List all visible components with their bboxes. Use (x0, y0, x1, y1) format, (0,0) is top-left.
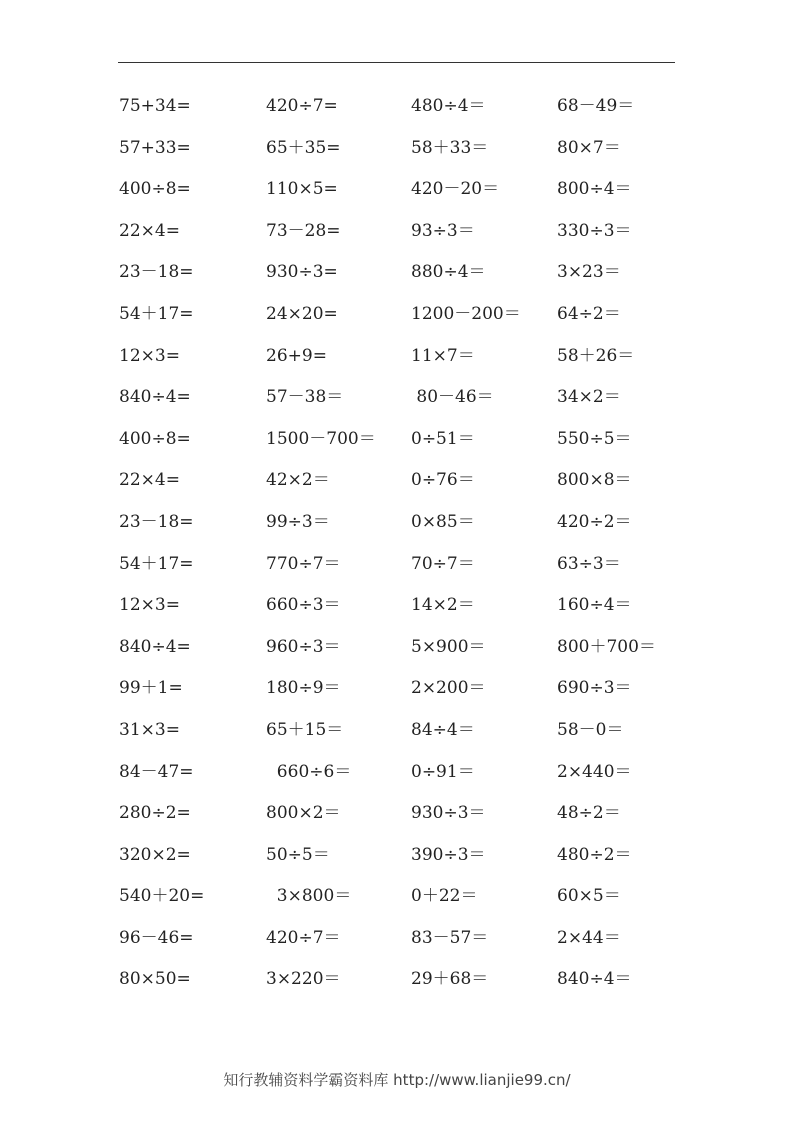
arithmetic-problem: 50÷5＝ (266, 844, 330, 865)
arithmetic-problem: 11×7＝ (411, 345, 475, 366)
problem-row (119, 294, 679, 336)
arithmetic-problem: 540＋20= (119, 886, 205, 907)
problem-row (119, 502, 679, 544)
arithmetic-problem: 58＋26＝ (557, 345, 635, 366)
arithmetic-problem: 330÷3＝ (557, 220, 632, 241)
problem-row (119, 585, 679, 627)
arithmetic-problem: 550÷5＝ (557, 428, 632, 449)
problem-row (119, 835, 679, 877)
arithmetic-problem: 31×3= (119, 719, 180, 740)
arithmetic-problem: 26+9= (266, 345, 327, 366)
arithmetic-problem: 880÷4＝ (411, 262, 486, 283)
arithmetic-problem: 0÷91＝ (411, 761, 475, 782)
arithmetic-problem: 83－57＝ (411, 927, 489, 948)
arithmetic-problem: 800×2＝ (266, 803, 341, 824)
problem-row (119, 710, 679, 752)
arithmetic-problem: 70÷7＝ (411, 553, 475, 574)
arithmetic-problem: 24×20= (266, 303, 338, 324)
problem-row (119, 252, 679, 294)
arithmetic-problem: 99÷3＝ (266, 511, 330, 532)
arithmetic-problem: 63÷3＝ (557, 553, 621, 574)
problem-row (119, 419, 679, 461)
arithmetic-problem: 68－49＝ (557, 96, 635, 116)
problem-row (119, 959, 679, 1001)
arithmetic-problem: 80－46＝ (411, 387, 494, 408)
arithmetic-problem: 84÷4＝ (411, 719, 475, 740)
arithmetic-problem: 12×3= (119, 345, 180, 366)
arithmetic-problem: 93÷3＝ (411, 220, 475, 241)
problem-row (119, 86, 679, 128)
arithmetic-problem: 22×4= (119, 470, 180, 491)
problem-row (119, 336, 679, 378)
arithmetic-problem: 420÷2＝ (557, 511, 632, 532)
arithmetic-problem: 840÷4= (119, 636, 191, 657)
arithmetic-problem: 42×2＝ (266, 470, 330, 491)
arithmetic-problem: 5×900＝ (411, 636, 486, 657)
arithmetic-problem: 390÷3＝ (411, 844, 486, 865)
arithmetic-problem: 54＋17= (119, 553, 194, 574)
arithmetic-problem: 800÷4＝ (557, 179, 632, 200)
arithmetic-problem: 12×3= (119, 595, 180, 616)
arithmetic-problem: 420－20＝ (411, 179, 500, 200)
arithmetic-problem: 840÷4= (119, 387, 191, 408)
arithmetic-problem: 14×2＝ (411, 595, 475, 616)
arithmetic-problem: 0÷51＝ (411, 428, 475, 449)
arithmetic-problem: 65＋35= (266, 137, 341, 158)
arithmetic-problem: 99＋1= (119, 678, 183, 699)
arithmetic-problem: 3×800＝ (266, 886, 352, 907)
arithmetic-problem: 75+34= (119, 96, 191, 116)
arithmetic-problem: 23－18= (119, 511, 194, 532)
arithmetic-problem: 160÷4＝ (557, 595, 632, 616)
problem-row (119, 460, 679, 502)
arithmetic-problem: 800＋700＝ (557, 636, 656, 657)
arithmetic-problem: 3×23＝ (557, 262, 621, 283)
problem-row (119, 918, 679, 960)
arithmetic-problem: 22×4= (119, 220, 180, 241)
arithmetic-problem: 180÷9＝ (266, 678, 341, 699)
arithmetic-problem: 2×440＝ (557, 761, 632, 782)
problem-row (119, 169, 679, 211)
arithmetic-problem: 29＋68＝ (411, 969, 489, 990)
arithmetic-problem: 60×5＝ (557, 886, 621, 907)
arithmetic-problem: 65＋15＝ (266, 719, 344, 740)
problem-row (119, 211, 679, 253)
problem-row (119, 627, 679, 669)
arithmetic-problem: 84－47= (119, 761, 194, 782)
arithmetic-problem: 110×5= (266, 179, 338, 200)
arithmetic-problem: 80×7＝ (557, 137, 621, 158)
arithmetic-problem: 930÷3= (266, 262, 338, 283)
arithmetic-problem: 930÷3＝ (411, 803, 486, 824)
arithmetic-problem: 0＋22＝ (411, 886, 478, 907)
problem-row (119, 377, 679, 419)
arithmetic-problem: 73－28= (266, 220, 341, 241)
arithmetic-problem: 96－46= (119, 927, 194, 948)
problem-row (119, 876, 679, 918)
problem-row (119, 128, 679, 170)
arithmetic-problem: 57－38＝ (266, 387, 344, 408)
arithmetic-problem: 660÷6＝ (266, 761, 352, 782)
arithmetic-problem: 58＋33＝ (411, 137, 489, 158)
arithmetic-problem: 0×85＝ (411, 511, 475, 532)
arithmetic-problem: 58－0＝ (557, 719, 624, 740)
arithmetic-problem: 400÷8= (119, 179, 191, 200)
arithmetic-problem: 80×50= (119, 969, 191, 990)
arithmetic-problem: 960÷3＝ (266, 636, 341, 657)
problem-row (119, 793, 679, 835)
arithmetic-problem: 64÷2＝ (557, 303, 621, 324)
footer-text: 知行教辅资料学霸资料库 http://www.lianjie99.cn/ (223, 1071, 571, 1089)
arithmetic-problem: 23－18= (119, 262, 194, 283)
problem-row (119, 668, 679, 710)
arithmetic-problem: 1500－700＝ (266, 428, 376, 449)
arithmetic-problem: 420÷7= (266, 96, 338, 116)
arithmetic-problem: 54＋17= (119, 303, 194, 324)
problem-row (119, 544, 679, 586)
arithmetic-problem: 420÷7＝ (266, 927, 341, 948)
arithmetic-problem: 280÷2= (119, 803, 191, 824)
arithmetic-problem: 840÷4＝ (557, 969, 632, 990)
arithmetic-problem: 2×200＝ (411, 678, 486, 699)
arithmetic-problem: 48÷2＝ (557, 803, 621, 824)
arithmetic-problem: 1200－200＝ (411, 303, 521, 324)
arithmetic-problem: 480÷4＝ (411, 96, 486, 116)
arithmetic-problem: 690÷3＝ (557, 678, 632, 699)
arithmetic-problem-grid (119, 86, 679, 1001)
arithmetic-problem: 800×8＝ (557, 470, 632, 491)
arithmetic-problem: 480÷2＝ (557, 844, 632, 865)
arithmetic-problem: 770÷7＝ (266, 553, 341, 574)
arithmetic-problem: 57+33= (119, 137, 191, 158)
arithmetic-problem: 660÷3＝ (266, 595, 341, 616)
arithmetic-problem: 400÷8= (119, 428, 191, 449)
arithmetic-problem: 0÷76＝ (411, 470, 475, 491)
arithmetic-problem: 3×220＝ (266, 969, 341, 990)
header-rule (118, 62, 675, 63)
arithmetic-problem: 320×2= (119, 844, 191, 865)
problem-row (119, 752, 679, 794)
arithmetic-problem: 2×44＝ (557, 927, 621, 948)
arithmetic-problem: 34×2＝ (557, 387, 621, 408)
